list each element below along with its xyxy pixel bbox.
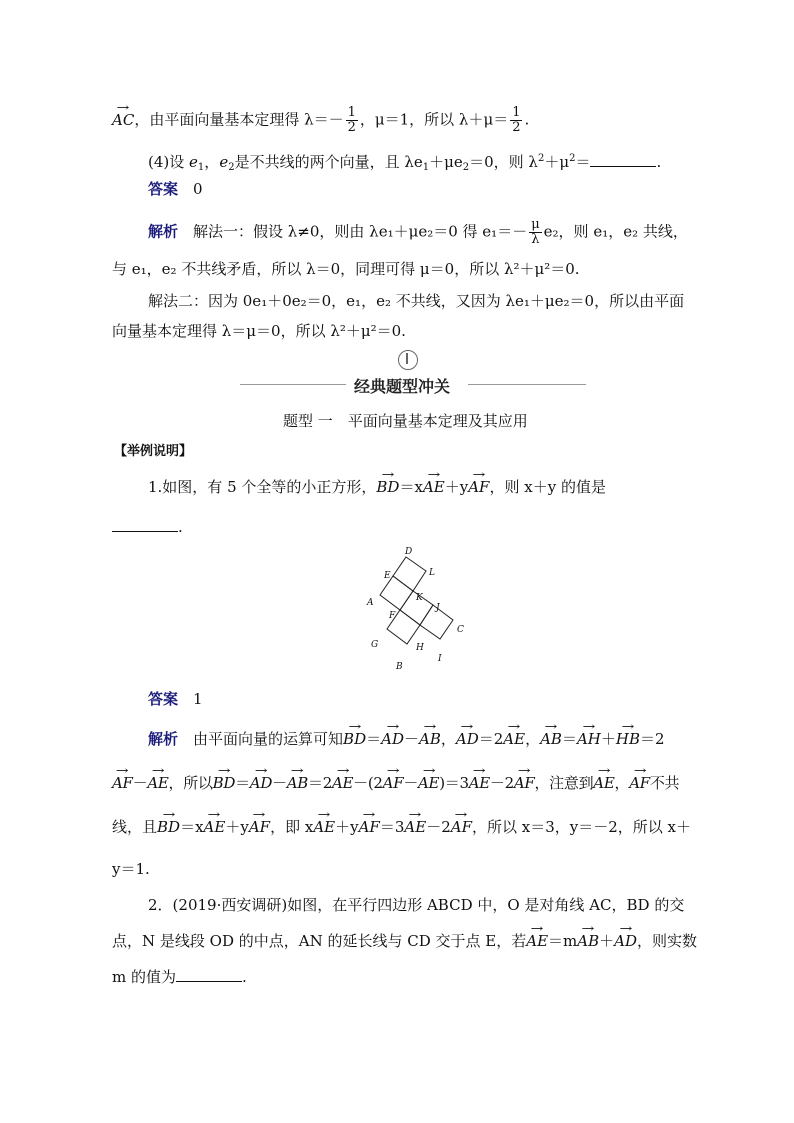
- question-line: [112, 930, 697, 952]
- answer-line: [148, 688, 203, 710]
- fraction: [346, 106, 358, 135]
- vector: → AD: [614, 930, 637, 952]
- text: －2: [489, 774, 514, 792]
- denominator: 2: [512, 120, 521, 135]
- label-L: L: [429, 568, 435, 578]
- text: ＝: [235, 774, 250, 792]
- question-line: [148, 476, 606, 498]
- example-tag: 【举例说明】: [114, 444, 193, 459]
- text: ＝3: [379, 818, 405, 836]
- question-line: [112, 966, 247, 988]
- text-line: [148, 148, 661, 179]
- analysis-line: y＝1.: [112, 860, 150, 878]
- denominator: λ: [531, 232, 540, 247]
- text: 线，且: [112, 818, 158, 836]
- text: ，则 x＋y 的值是: [489, 478, 606, 496]
- vector: → AB: [577, 930, 599, 952]
- analysis-line: [148, 218, 688, 247]
- text: (4)设: [148, 153, 190, 171]
- text: 是不共线的两个向量，且 λe: [234, 153, 423, 171]
- text: ，: [204, 153, 220, 171]
- text: .: [524, 110, 530, 129]
- text-line: 解法二：因为 0e₁＋0e₂＝0，e₁，e₂ 不共线，又因为 λe₁＋μe₂＝0，所以由平面: [148, 292, 685, 310]
- text: ＝2: [640, 730, 665, 748]
- text: e: [189, 153, 198, 171]
- answer-blank: [112, 517, 178, 532]
- label-J: J: [436, 603, 440, 613]
- vector: → AE: [469, 772, 490, 794]
- analysis-line: [112, 816, 691, 838]
- vector: → AB: [287, 772, 308, 794]
- vector: → AF: [249, 816, 270, 838]
- analysis-line: [148, 728, 665, 750]
- vector: → AB: [419, 728, 441, 750]
- vector: → AE: [503, 728, 525, 750]
- text: ，: [614, 774, 630, 792]
- vector: → AE: [418, 772, 439, 794]
- answer-blank: [590, 152, 656, 167]
- text: e: [219, 153, 229, 171]
- text-line: 与 e₁，e₂ 不共线矛盾，所以 λ＝0，同理可得 μ＝0，所以 λ²＋μ²＝0.: [112, 260, 580, 278]
- vector: → AD: [250, 772, 272, 794]
- fraction: [529, 218, 541, 247]
- question-line: [112, 516, 183, 538]
- vector: → AF: [629, 772, 650, 794]
- answer-blank: [176, 967, 242, 982]
- label-E: E: [384, 571, 391, 581]
- text: ＝m: [548, 932, 578, 950]
- text: －2: [426, 818, 451, 836]
- text: ＋: [599, 932, 615, 950]
- fraction: [510, 106, 522, 135]
- analysis-label: 解析: [148, 222, 179, 241]
- vector: → AE: [147, 772, 168, 794]
- text: ，注意到: [534, 774, 594, 792]
- text-line: 向量基本定理得 λ＝μ＝0，所以 λ²＋μ²＝0.: [112, 322, 406, 340]
- text: .: [656, 153, 662, 171]
- text: ，所以: [168, 774, 213, 792]
- vector: → BD: [343, 728, 366, 750]
- label-A: A: [367, 598, 374, 608]
- vector: → AF: [383, 772, 404, 794]
- label-B: B: [396, 662, 403, 672]
- superscript: 2: [569, 153, 576, 164]
- text: －: [403, 730, 419, 748]
- numerator: 1: [347, 105, 356, 120]
- label-K: K: [416, 593, 423, 603]
- text: ＝x: [180, 818, 204, 836]
- text: ＝x: [399, 478, 423, 496]
- subscript: 2: [462, 162, 470, 173]
- subscript: 1: [422, 162, 430, 173]
- text: 解法一：假设 λ≠0，则由 λe₁＋μe₂＝0 得 e₁＝－: [193, 222, 528, 241]
- vector: → AF: [359, 816, 380, 838]
- text: ，μ＝1，所以 λ＋μ＝: [359, 110, 509, 129]
- vector: → AE: [332, 772, 353, 794]
- text: 1.如图，有 5 个全等的小正方形，: [148, 478, 377, 496]
- text: .: [178, 518, 183, 536]
- text: )＝3: [439, 774, 469, 792]
- text: ＝2: [308, 774, 332, 792]
- text: ＋y: [335, 818, 359, 836]
- vector: → AE: [526, 930, 548, 952]
- text: ＝: [366, 730, 382, 748]
- vector: → BD: [213, 772, 235, 794]
- numerator: μ: [531, 217, 540, 232]
- label-D: D: [405, 547, 413, 557]
- question-line: 2．(2019·西安调研)如图，在平行四边形 ABCD 中，O 是对角线 AC，BD 的交: [148, 896, 685, 914]
- label-C: C: [457, 625, 464, 635]
- answer-line: [148, 178, 203, 200]
- text: ＝0，则 λ: [469, 153, 538, 171]
- text: ，所以 x＝3，y＝－2，所以 x＋: [471, 818, 692, 836]
- square-eakf: [380, 576, 413, 610]
- text: －(2: [353, 774, 383, 792]
- text: ＋: [600, 730, 616, 748]
- text: ＝: [575, 153, 591, 171]
- superscript: 2: [537, 153, 545, 164]
- label-H: H: [416, 643, 424, 653]
- answer-label: 答案: [148, 180, 179, 198]
- divider: [468, 384, 586, 385]
- key-icon: [398, 350, 418, 370]
- label-G: G: [371, 640, 379, 650]
- text: 不共: [649, 774, 680, 792]
- text: ，即 x: [270, 818, 314, 836]
- text: ，: [525, 730, 541, 748]
- text: 由平面向量的运算可知: [193, 730, 344, 748]
- text: －: [132, 774, 148, 792]
- numerator: 1: [512, 105, 521, 120]
- text: ＋y: [444, 478, 469, 496]
- vector: → HB: [616, 728, 640, 750]
- text: ＝2: [478, 730, 504, 748]
- answer-value: 1: [193, 690, 203, 708]
- vector: → AF: [451, 816, 472, 838]
- vector: → AD: [381, 728, 404, 750]
- subsection-title: 题型 一 平面向量基本定理及其应用: [283, 412, 528, 430]
- vector: → BD: [157, 816, 180, 838]
- text: ，: [440, 730, 456, 748]
- text: －: [403, 774, 419, 792]
- squares-figure: [360, 544, 470, 674]
- text-line: [112, 106, 529, 135]
- vector: → AE: [313, 816, 335, 838]
- analysis-line: [112, 772, 679, 794]
- section-title: 经典题型冲关: [354, 377, 451, 396]
- denominator: 2: [347, 120, 356, 135]
- text: ＋μe: [429, 153, 463, 171]
- text: .: [242, 968, 247, 986]
- text: ，由平面向量基本定理得 λ＝－: [134, 110, 344, 129]
- text: 点，N 是线段 OD 的中点，AN 的延长线与 CD 交于点 E，若: [112, 932, 527, 950]
- label-F: F: [389, 611, 396, 621]
- text: －: [272, 774, 287, 792]
- vector: → AH: [577, 728, 601, 750]
- text: ＝: [561, 730, 577, 748]
- label-I: I: [438, 654, 442, 664]
- vector: → AE: [423, 476, 445, 498]
- vector: → AF: [514, 772, 535, 794]
- vector: → AF: [468, 476, 489, 498]
- vector: → AC: [112, 109, 134, 131]
- vector: → AE: [204, 816, 226, 838]
- text: ＋μ: [544, 153, 570, 171]
- vector: → AD: [456, 728, 479, 750]
- answer-label: 答案: [148, 690, 179, 708]
- text: e₂，则 e₁，e₂ 共线，: [543, 222, 688, 241]
- vector: → AF: [112, 772, 133, 794]
- analysis-label: 解析: [148, 730, 179, 748]
- vector: → AB: [540, 728, 562, 750]
- vector: → AE: [593, 772, 614, 794]
- subscript: 1: [197, 162, 205, 173]
- divider: [240, 384, 346, 385]
- answer-value: 0: [193, 180, 203, 198]
- text: ＋y: [225, 818, 249, 836]
- text: m 的值为: [112, 968, 176, 986]
- square-edkl: [393, 557, 426, 591]
- vector: → BD: [376, 476, 399, 498]
- vector: → AE: [404, 816, 426, 838]
- subscript: 2: [228, 162, 235, 173]
- text: ，则实数: [637, 932, 698, 950]
